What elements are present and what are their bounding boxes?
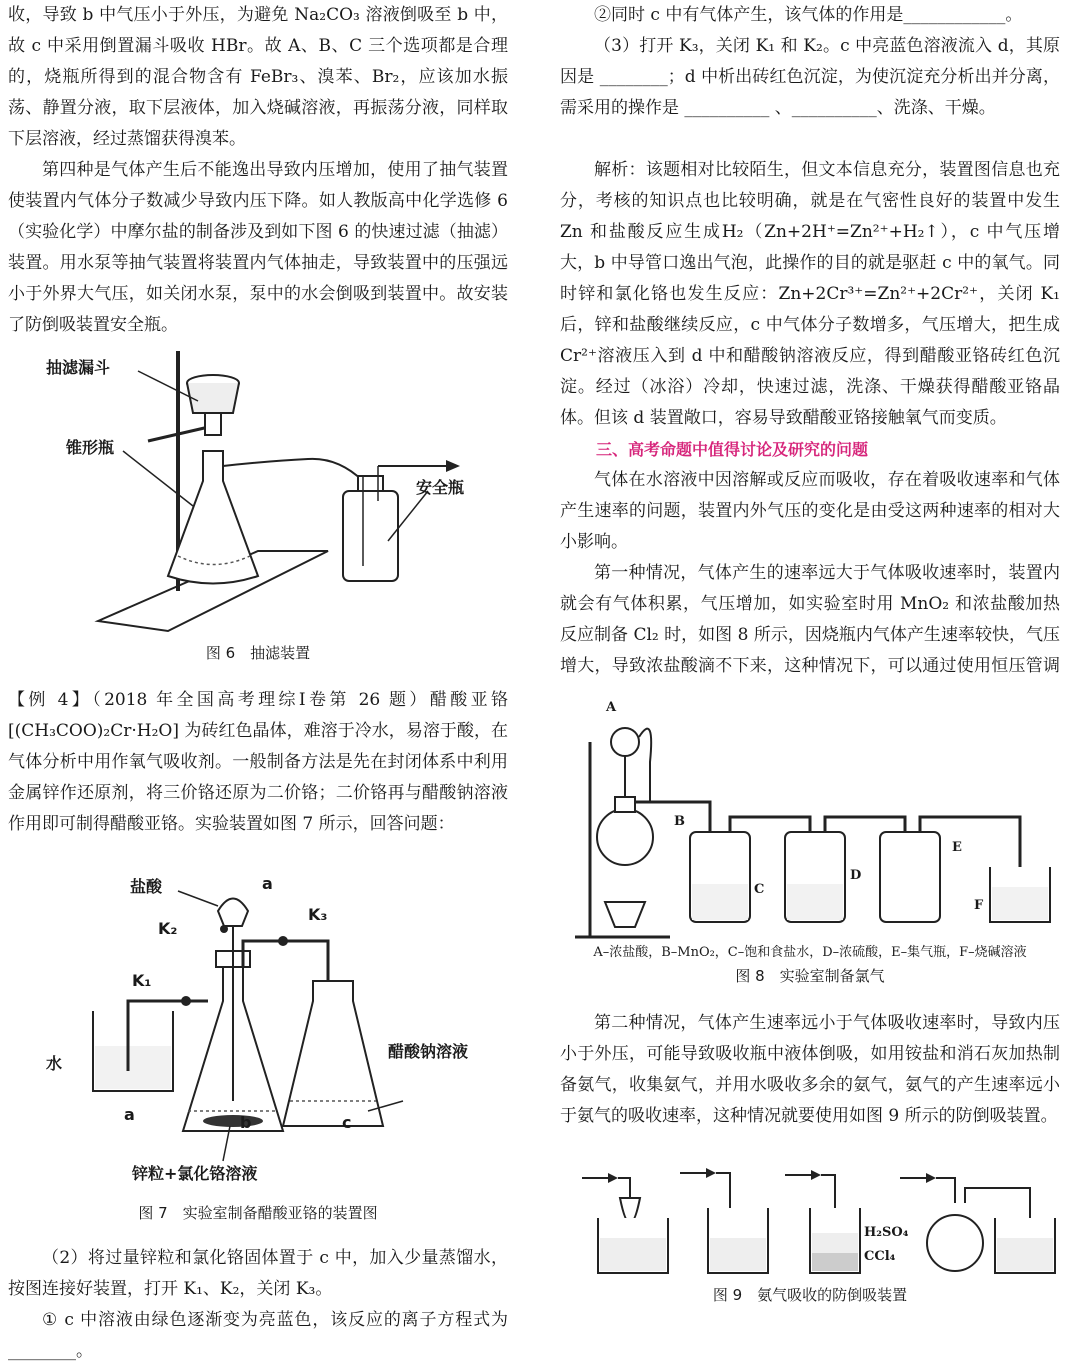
label-ccl4: CCl₄ [864,1249,896,1264]
bottle-e [880,832,940,922]
label-sodium-acetate: 醋酸钠溶液 [388,1042,469,1061]
paragraph-left-4: （2）将过量锌粒和氯化铬固体置于 c 中，加入少量蒸馏水，按图连接好装置，打开 K₁、K₂，关闭 K₃。 [8,1248,508,1299]
label-water: 水 [46,1054,63,1073]
figure-7 [8,871,508,1201]
valve-k2 [220,925,228,933]
label-flask: 锥形瓶 [66,438,115,457]
label-F: F [974,898,984,913]
label-hcl: 盐酸 [130,877,163,896]
label-a: a [124,1105,135,1124]
dropping-funnel [218,899,248,927]
flask-c [283,981,383,1126]
anti-suckback-diagrams [560,1163,1060,1283]
valve-k1 [181,996,191,1006]
flask-b [597,809,653,865]
right-column [560,0,1060,1307]
section-heading: 三、高考命题中值得讨论及研究的问题 [596,440,869,459]
label-h2so4: H₂SO₄ [864,1225,909,1240]
paragraph-right-4: 气体在水溶液中因溶解或反应而吸收，存在着吸收速率和气体产生速率的问题，装置内外气压的变化是由受这两种速率的相对大小影响。 [560,470,1060,552]
paragraph-right-5: 第一种情况，气体产生的速率远大于气体吸收速率时，装置内就会有气体积累，气压增加，如实验室时用 MnO₂ 和浓盐酸加热反应制备 Cl₂ 时，如图 8 所示，因烧瓶内气体产生速率较快，气压增大，导致浓盐酸滴不下来，这种情况下，可以通过使用恒压管调 [560,563,1060,676]
paragraph-left-2: 第四种是气体产生后不能逸出导致内压增加，使用了抽气装置使装置内气体分子数减少导致内压下降。如人教版高中化学选修 6（实验化学）中摩尔盐的制备涉及到如下图 6 的快速过滤（抽滤）装置。用水泵等抽气装置将装置内气体抽走，导致装置中的压强远小于外界大气压，如关闭水泵，泵中的水会倒吸到装置中。故安装了防倒吸装置安全瓶。 [8,160,508,335]
safety-bottle [343,491,398,581]
arrow-icon [900,1173,936,1183]
label-b: b [240,1113,252,1132]
figure-9-caption: 图 9 氨气吸收的防倒吸装置 [712,1286,908,1304]
label-funnel: 抽滤漏斗 [46,358,111,377]
zinc-granules [203,1115,263,1127]
label-k2: K₂ [158,919,178,938]
valve-k3 [278,936,288,946]
arrow-icon [785,1170,821,1180]
chlorine-preparation-diagram [560,702,1060,942]
figure-6 [8,341,508,641]
paragraph-example-4: 【例 4】（2018 年全国高考理综Ⅰ卷第 26 题）醋酸亚铬 [(CH₃COO)₂Cr·H₂O] 为砖红色晶体，难溶于冷水，易溶于酸，在气体分析中用作氧气吸收剂。一般制备方法是先在封闭体系中利用金属锌作还原剂，将三价铬还原为二价铬；二价铬再与醋酸钠溶液作用即可制得醋酸亚铬。实验装置如图 7 所示，回答问题： [8,690,508,834]
arrow-icon [446,460,460,472]
label-C: C [754,882,765,897]
label-A: A [606,700,617,715]
paragraph-right-2: （3）打开 K₃，关闭 K₁ 和 K₂。c 中亮蓝色溶液流入 d，其原因是 ________；d 中析出砖红色沉淀，为使沉淀充分析出并分离，需采用的操作是 __________ 、__________、洗涤、干燥。 [560,36,1060,118]
label-k3: K₃ [308,905,328,924]
figure-8 [560,702,1060,942]
paragraph-analysis: 解析：该题相对比较陌生，但文本信息充分，装置图信息也充分，考核的知识点也比较明确，就是在气密性良好的装置中发生 Zn 和盐酸反应生成H₂（Zn+2H⁺=Zn²⁺+H₂↑），c 中气压增大，b 中导管口逸出气泡，此操作的目的就是驱赶 c 中的氧气。同时锌和氯化铬也发生反应：Zn+2Cr³⁺=Zn²⁺+2Cr²⁺，关闭 K₁ 后，锌和盐酸继续反应，c 中气体分子数增多，气压增大，把生成 Cr²⁺溶液压入到 d 中和醋酸钠溶液反应，得到醋酸亚铬砖红色沉淀。经过（冰浴）冷却，快速过滤，洗涤、干燥获得醋酸亚铬晶体。但该 d 装置敞口，容易导致醋酸亚铬接触氧气而变质。 [560,160,1060,428]
paragraph-right-1: ②同时 c 中有气体产生，该气体的作用是____________。 [594,5,1023,25]
chromium-acetate-apparatus [8,871,508,1201]
figure-8-legend: A–浓盐酸，B–MnO₂，C–饱和食盐水，D–浓硫酸，E–集气瓶，F–烧碱溶液 [593,945,1027,960]
arrow-icon [680,1168,716,1178]
bottle-d [785,832,845,922]
label-zinc-chloride: 锌粒+氯化铬溶液 [132,1164,258,1183]
arrow-icon [582,1173,618,1183]
paragraph-right-6: 第二种情况，气体产生速率远小于气体吸收速率时，导致内压小于外压，可能导致吸收瓶中液体倒吸，如用铵盐和消石灰加热制备氨气，收集氨气，并用水吸收多余的氨气，氨气的产生速率远小于氨气的吸收速率，这种情况就要使用如图 9 所示的防倒吸装置。 [560,1013,1060,1126]
figure-7-caption: 图 7 实验室制备醋酸亚铬的装置图 [138,1204,378,1222]
funnel-a [611,728,639,756]
label-k1: K₁ [132,971,152,990]
label-E: E [952,840,962,855]
figure-8-caption: 图 8 实验室制备氯气 [735,967,885,985]
label-a-top: a [262,874,273,893]
figure-6-caption: 图 6 抽滤装置 [205,644,311,662]
connecting-tube [223,459,363,481]
figure-9 [560,1163,1060,1283]
conical-flask [168,451,258,584]
label-B: B [674,814,685,829]
label-safety-bottle: 安全瓶 [416,478,465,497]
paragraph-left-5: ① c 中溶液由绿色逐渐变为亮蓝色，该反应的离子方程式为 ________。 [8,1310,508,1361]
label-D: D [850,868,862,883]
label-c: c [342,1113,352,1132]
left-column [8,0,508,1367]
bottle-c [690,832,750,922]
clamp [148,426,213,441]
beaker-f [990,867,1050,922]
paragraph-left-1: 收，导致 b 中气压小于外压，为避免 Na₂CO₃ 溶液倒吸至 b 中，故 c 中采用倒置漏斗吸收 HBr。故 A、B、C 三个选项都是合理的，烧瓶所得到的混合物含有 FeBr₃、溴苯、Br₂，应该加水振荡、静置分液，取下层液体，加入烧碱溶液，再振荡分液，同样取下层溶液，经过蒸馏获得溴苯。 [8,5,508,149]
